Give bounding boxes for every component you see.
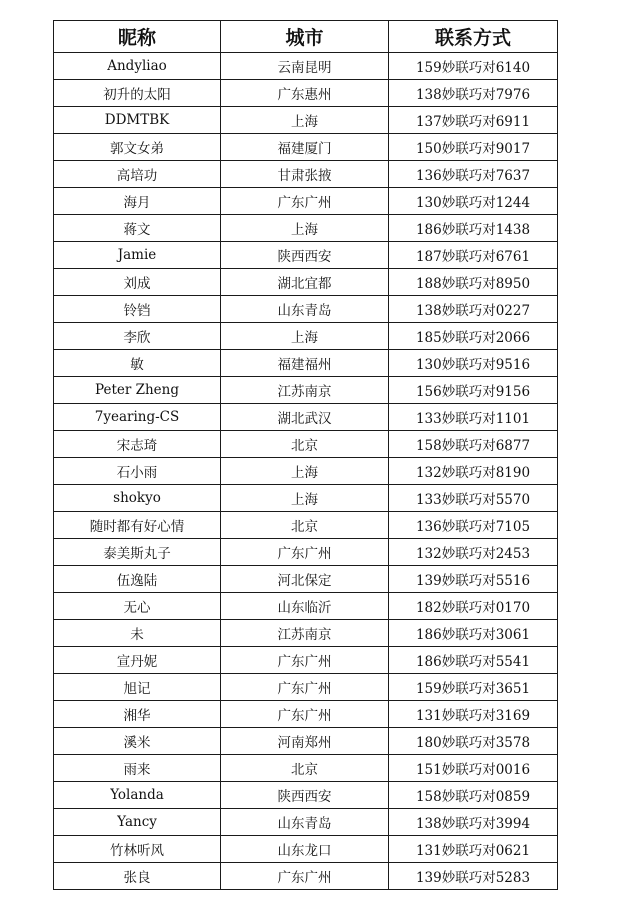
cell-city: 上海 bbox=[221, 107, 389, 134]
cell-nickname: 李欣 bbox=[54, 323, 221, 350]
cell-nickname: 蒋文 bbox=[54, 215, 221, 242]
cell-city: 广东广州 bbox=[221, 188, 389, 215]
cell-nickname: 湘华 bbox=[54, 701, 221, 728]
cell-contact: 158妙联巧对0859 bbox=[389, 782, 558, 809]
cell-city: 北京 bbox=[221, 512, 389, 539]
cell-city: 山东龙口 bbox=[221, 836, 389, 863]
cell-nickname: DDMTBK bbox=[54, 107, 221, 134]
table-row bbox=[54, 188, 558, 215]
header-nickname: 昵称 bbox=[54, 21, 221, 53]
cell-nickname: 雨来 bbox=[54, 755, 221, 782]
cell-nickname: Peter Zheng bbox=[54, 377, 221, 404]
cell-city: 广东广州 bbox=[221, 863, 389, 890]
cell-contact: 139妙联巧对5283 bbox=[389, 863, 558, 890]
cell-nickname: 伍逸陆 bbox=[54, 566, 221, 593]
cell-contact: 151妙联巧对0016 bbox=[389, 755, 558, 782]
cell-city: 湖北武汉 bbox=[221, 404, 389, 431]
table-row bbox=[54, 242, 558, 269]
table-row bbox=[54, 296, 558, 323]
table-row bbox=[54, 458, 558, 485]
cell-nickname: 宋志琦 bbox=[54, 431, 221, 458]
cell-city: 福建厦门 bbox=[221, 134, 389, 161]
cell-nickname: 无心 bbox=[54, 593, 221, 620]
table-row bbox=[54, 269, 558, 296]
cell-contact: 138妙联巧对3994 bbox=[389, 809, 558, 836]
cell-nickname: 7yearing-CS bbox=[54, 404, 221, 431]
cell-city: 福建福州 bbox=[221, 350, 389, 377]
cell-contact: 156妙联巧对9156 bbox=[389, 377, 558, 404]
cell-contact: 130妙联巧对9516 bbox=[389, 350, 558, 377]
cell-city: 上海 bbox=[221, 215, 389, 242]
cell-contact: 188妙联巧对8950 bbox=[389, 269, 558, 296]
cell-contact: 133妙联巧对1101 bbox=[389, 404, 558, 431]
cell-contact: 137妙联巧对6911 bbox=[389, 107, 558, 134]
cell-contact: 136妙联巧对7105 bbox=[389, 512, 558, 539]
cell-nickname: 随时都有好心情 bbox=[54, 512, 221, 539]
cell-city: 甘肃张掖 bbox=[221, 161, 389, 188]
cell-contact: 150妙联巧对9017 bbox=[389, 134, 558, 161]
cell-nickname: Andyliao bbox=[54, 53, 221, 80]
cell-nickname: 敏 bbox=[54, 350, 221, 377]
cell-contact: 131妙联巧对0621 bbox=[389, 836, 558, 863]
table-row bbox=[54, 782, 558, 809]
table-row bbox=[54, 512, 558, 539]
table-row bbox=[54, 431, 558, 458]
header-row bbox=[54, 21, 558, 53]
cell-contact: 138妙联巧对0227 bbox=[389, 296, 558, 323]
cell-nickname: 泰美斯丸子 bbox=[54, 539, 221, 566]
table-row bbox=[54, 809, 558, 836]
cell-contact: 187妙联巧对6761 bbox=[389, 242, 558, 269]
cell-contact: 130妙联巧对1244 bbox=[389, 188, 558, 215]
cell-contact: 186妙联巧对5541 bbox=[389, 647, 558, 674]
table-row bbox=[54, 728, 558, 755]
cell-city: 上海 bbox=[221, 485, 389, 512]
cell-city: 湖北宜都 bbox=[221, 269, 389, 296]
cell-city: 北京 bbox=[221, 755, 389, 782]
cell-city: 山东临沂 bbox=[221, 593, 389, 620]
cell-nickname: 刘成 bbox=[54, 269, 221, 296]
cell-contact: 186妙联巧对3061 bbox=[389, 620, 558, 647]
header-city: 城市 bbox=[221, 21, 389, 53]
table-row bbox=[54, 674, 558, 701]
cell-city: 广东惠州 bbox=[221, 80, 389, 107]
table-row bbox=[54, 593, 558, 620]
contact-table bbox=[53, 20, 558, 890]
table-row bbox=[54, 107, 558, 134]
cell-city: 北京 bbox=[221, 431, 389, 458]
cell-nickname: 初升的太阳 bbox=[54, 80, 221, 107]
cell-nickname: 竹林听风 bbox=[54, 836, 221, 863]
table-row bbox=[54, 215, 558, 242]
table-row bbox=[54, 620, 558, 647]
cell-contact: 133妙联巧对5570 bbox=[389, 485, 558, 512]
cell-city: 河南郑州 bbox=[221, 728, 389, 755]
table-row bbox=[54, 53, 558, 80]
cell-contact: 182妙联巧对0170 bbox=[389, 593, 558, 620]
cell-nickname: 铃铛 bbox=[54, 296, 221, 323]
table-row bbox=[54, 836, 558, 863]
table-row bbox=[54, 539, 558, 566]
table-row bbox=[54, 161, 558, 188]
cell-city: 江苏南京 bbox=[221, 620, 389, 647]
table-row bbox=[54, 404, 558, 431]
table-row bbox=[54, 134, 558, 161]
cell-nickname: Jamie bbox=[54, 242, 221, 269]
cell-nickname: 郭文女弟 bbox=[54, 134, 221, 161]
cell-contact: 158妙联巧对6877 bbox=[389, 431, 558, 458]
cell-city: 山东青岛 bbox=[221, 809, 389, 836]
cell-nickname: 旭记 bbox=[54, 674, 221, 701]
table-row bbox=[54, 647, 558, 674]
cell-contact: 132妙联巧对8190 bbox=[389, 458, 558, 485]
table-row bbox=[54, 323, 558, 350]
cell-nickname: 未 bbox=[54, 620, 221, 647]
table-row bbox=[54, 350, 558, 377]
cell-contact: 138妙联巧对7976 bbox=[389, 80, 558, 107]
table-row bbox=[54, 80, 558, 107]
cell-contact: 186妙联巧对1438 bbox=[389, 215, 558, 242]
cell-nickname: 石小雨 bbox=[54, 458, 221, 485]
cell-contact: 132妙联巧对2453 bbox=[389, 539, 558, 566]
cell-city: 广东广州 bbox=[221, 674, 389, 701]
cell-nickname: 海月 bbox=[54, 188, 221, 215]
cell-contact: 159妙联巧对6140 bbox=[389, 53, 558, 80]
cell-city: 云南昆明 bbox=[221, 53, 389, 80]
cell-nickname: 溪米 bbox=[54, 728, 221, 755]
table-row bbox=[54, 485, 558, 512]
cell-contact: 139妙联巧对5516 bbox=[389, 566, 558, 593]
cell-nickname: 宣丹妮 bbox=[54, 647, 221, 674]
cell-city: 山东青岛 bbox=[221, 296, 389, 323]
cell-contact: 185妙联巧对2066 bbox=[389, 323, 558, 350]
cell-contact: 159妙联巧对3651 bbox=[389, 674, 558, 701]
cell-city: 上海 bbox=[221, 458, 389, 485]
cell-city: 广东广州 bbox=[221, 701, 389, 728]
cell-city: 陕西西安 bbox=[221, 782, 389, 809]
cell-city: 上海 bbox=[221, 323, 389, 350]
cell-city: 陕西西安 bbox=[221, 242, 389, 269]
cell-nickname: 张良 bbox=[54, 863, 221, 890]
cell-city: 河北保定 bbox=[221, 566, 389, 593]
table-row bbox=[54, 701, 558, 728]
cell-nickname: Yancy bbox=[54, 809, 221, 836]
cell-city: 广东广州 bbox=[221, 647, 389, 674]
cell-nickname: 高培功 bbox=[54, 161, 221, 188]
table-row bbox=[54, 863, 558, 890]
cell-city: 广东广州 bbox=[221, 539, 389, 566]
table-row bbox=[54, 566, 558, 593]
table-row bbox=[54, 377, 558, 404]
cell-city: 江苏南京 bbox=[221, 377, 389, 404]
header-contact: 联系方式 bbox=[389, 21, 558, 53]
cell-contact: 136妙联巧对7637 bbox=[389, 161, 558, 188]
cell-nickname: Yolanda bbox=[54, 782, 221, 809]
cell-nickname: shokyo bbox=[54, 485, 221, 512]
table-row bbox=[54, 755, 558, 782]
cell-contact: 131妙联巧对3169 bbox=[389, 701, 558, 728]
cell-contact: 180妙联巧对3578 bbox=[389, 728, 558, 755]
